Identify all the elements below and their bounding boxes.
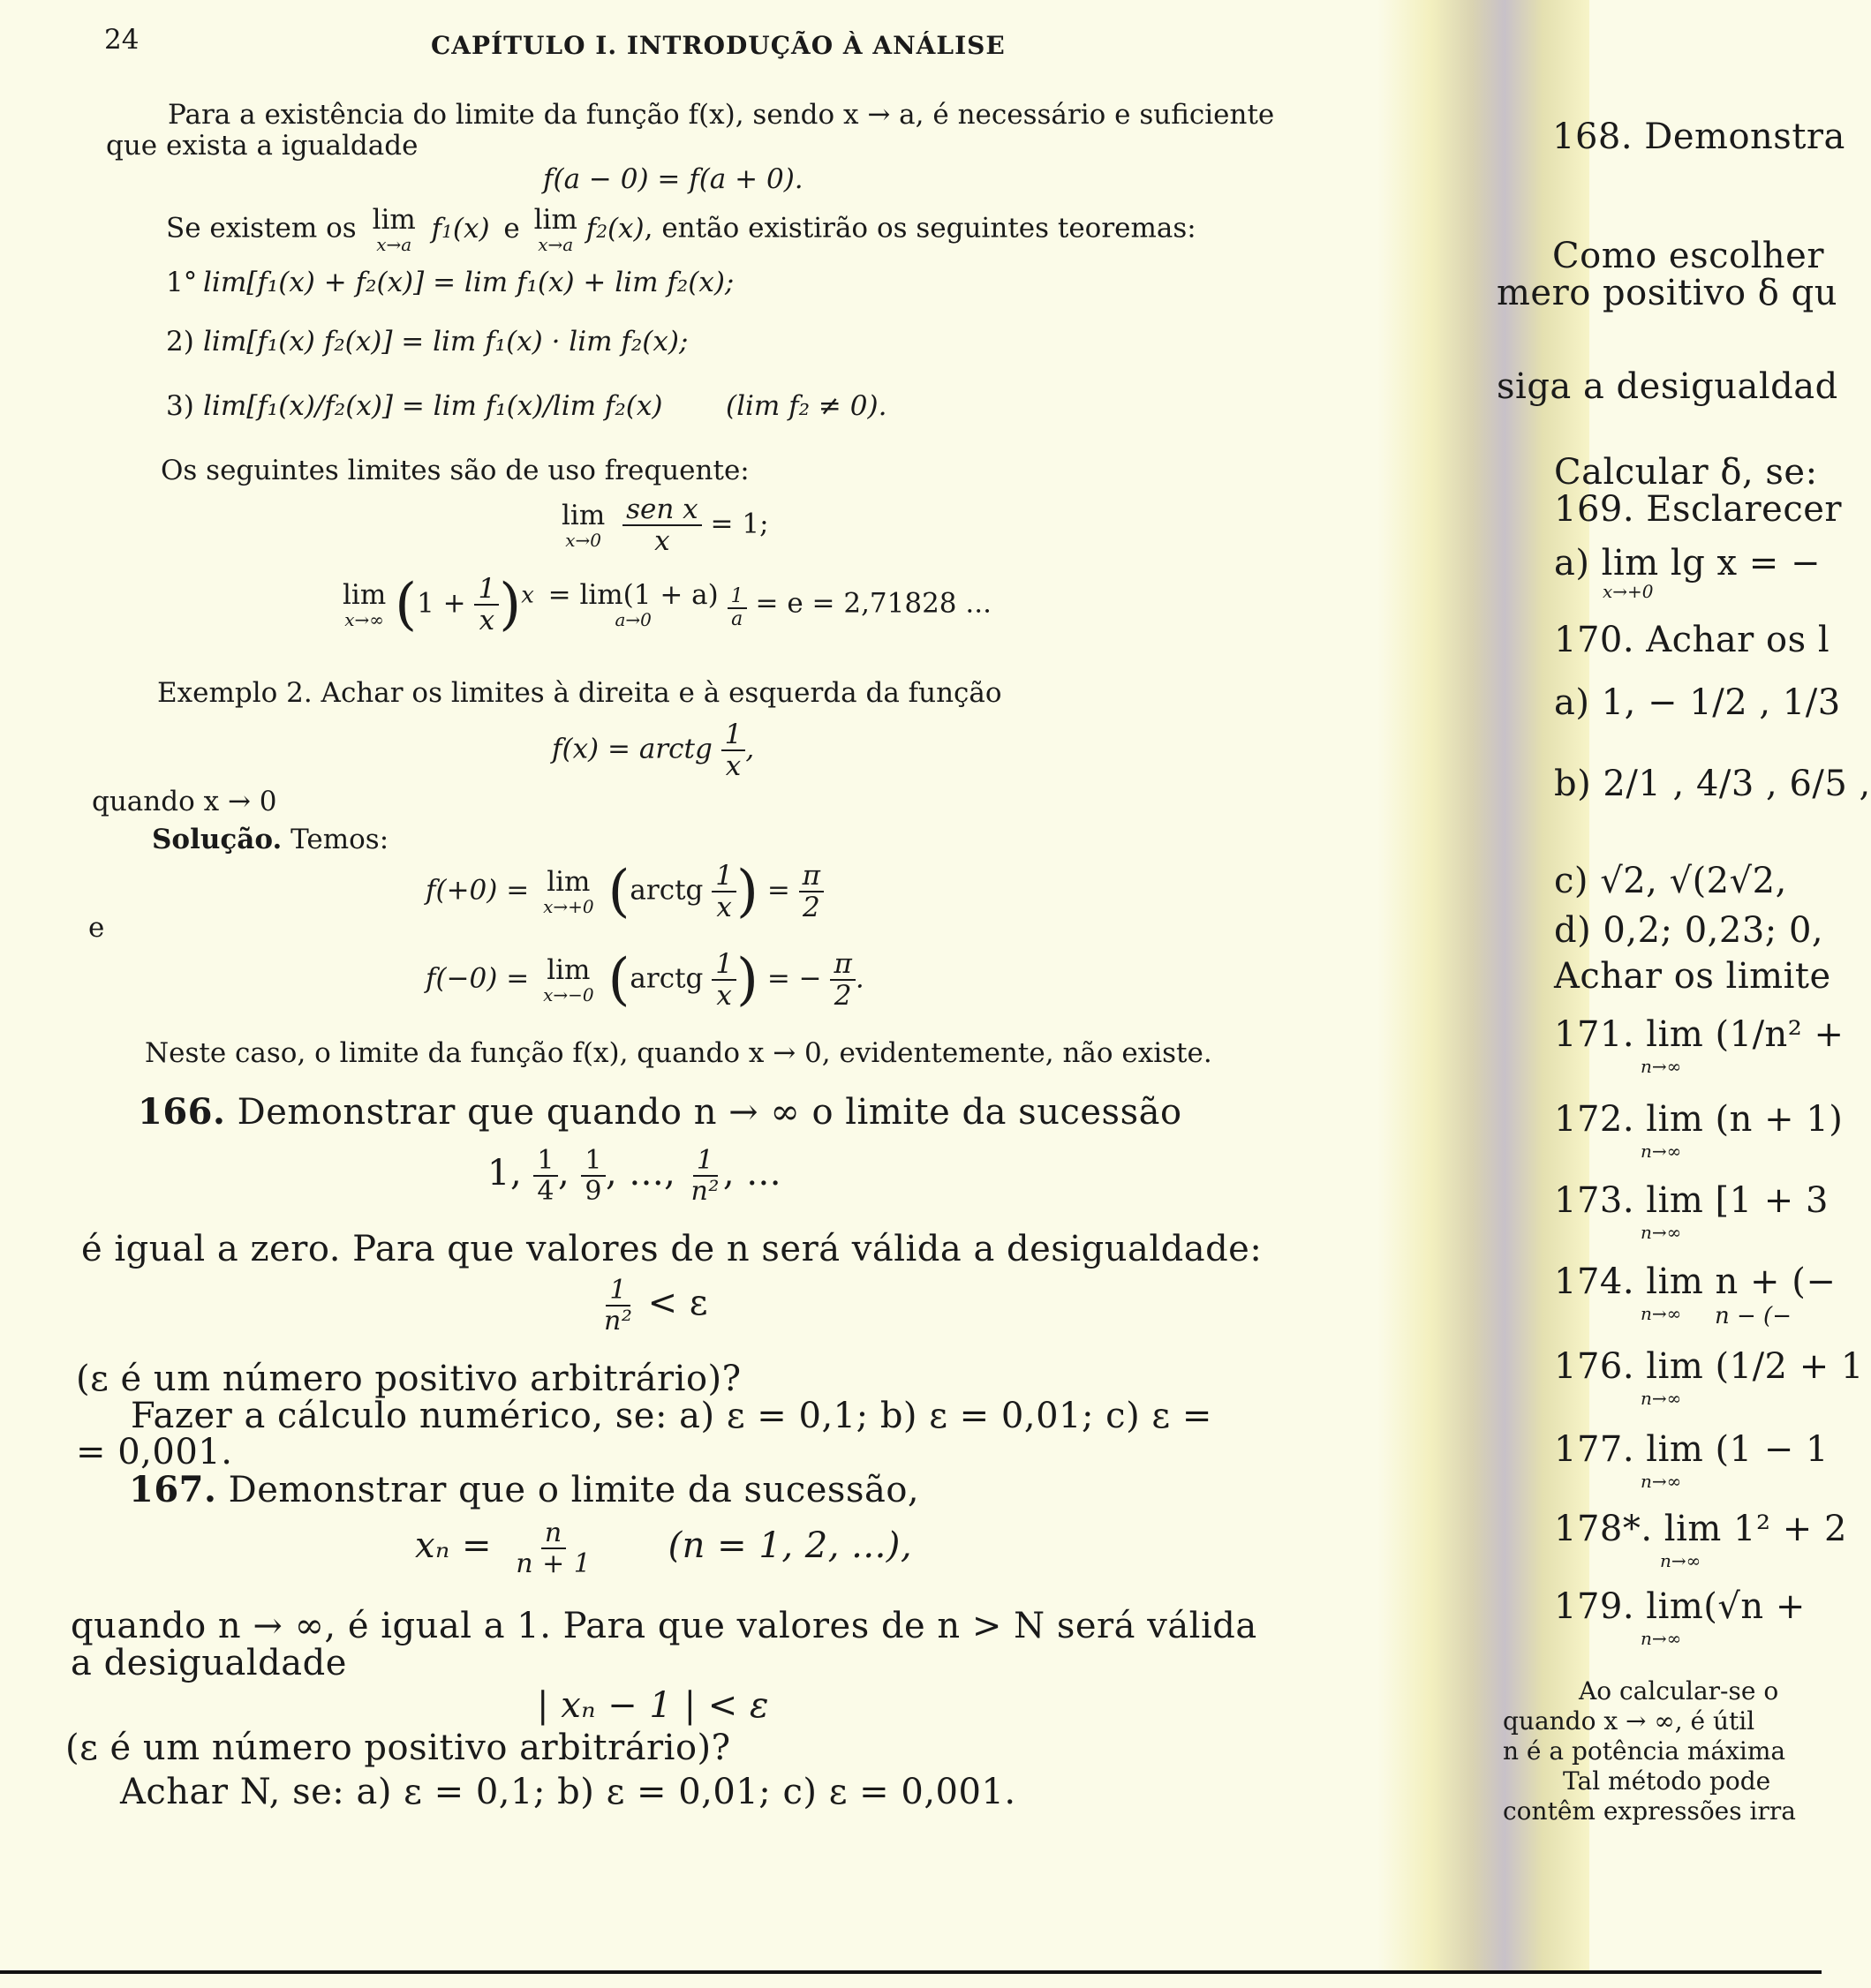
right-problem-173: 173. lim [1 + 3: [1554, 1180, 1829, 1221]
right-achar: Achar os limite: [1554, 956, 1831, 997]
problem-166-line-2: é igual a zero. Para que valores de n será válida a desigualdade:: [81, 1229, 1263, 1269]
problem-166-line-1: 166. Demonstrar que quando n → ∞ o limite da sucessão: [138, 1091, 1182, 1133]
right-limit: f(+0) = lim x→+0 (arctg $\frac{1}{x}$ ) = $\frac{\pi}{2}$: [426, 861, 824, 922]
theorem-3: lim[f₁(x)/f₂(x)] = lim f₁(x)/lim f₂(x): [203, 390, 663, 422]
problem-167-line-3: a desigualdade: [71, 1643, 347, 1683]
right-problem-177: 177. lim (1 − 1: [1554, 1429, 1829, 1470]
inequality-166: $\frac{1}{\text{n²}}$ < ε: [604, 1275, 709, 1337]
right-calcular: Calcular δ, se:: [1554, 452, 1818, 493]
bottom-border: [0, 1970, 1822, 1974]
right-note-1: Ao calcular-se o: [1579, 1676, 1779, 1706]
right-note-2: quando x → ∞, é útil: [1503, 1706, 1755, 1736]
example-2: Exemplo 2. Achar os limites à direita e à esquerda da função: [157, 677, 1002, 709]
sequence-166: 1, $\frac{1}{4}$ , $\frac{1}{9}$ , ..., $\frac{1}{\text{n²}}$ , ...: [487, 1145, 781, 1207]
right-problem-169: 169. Esclarecer: [1554, 489, 1843, 530]
problem-166-line-4: Fazer a cálculo numérico, se: a) ε = 0,1; b) ε = 0,01; c) ε =: [131, 1396, 1212, 1436]
arctg-function: f(x) = arctg $\frac{1}{x}$ ,: [552, 719, 755, 783]
sinx-limit: lim x→0 $\frac{\text{sen x}}{x}$ = 1;: [562, 493, 769, 558]
theorems-intro: Se existem os lim x→a f1(x) e lim x→a f2(x), então existirão os seguintes teoremas:: [166, 204, 1196, 256]
right-seq-d: d) 0,2; 0,23; 0,: [1554, 910, 1824, 951]
solution-line: Solução. Temos:: [152, 824, 389, 855]
right-171-sub: n→∞: [1641, 1056, 1682, 1077]
right-como: Como escolher: [1552, 236, 1824, 276]
running-head: CAPÍTULO I. INTRODUÇÃO À ANÁLISE: [431, 31, 1006, 60]
problem-167-line-4: (ε é um número positivo arbitrário)?: [65, 1728, 731, 1768]
right-note-3: n é a potência máxima: [1503, 1736, 1786, 1766]
right-problem-174: 174. lim n + (−: [1554, 1261, 1837, 1302]
right-seq-c: c) √2, √(2√2,: [1554, 861, 1787, 901]
right-seq-a: a) 1, − 1/2 , 1/3: [1554, 682, 1841, 723]
right-a-lg-sub: x→+0: [1603, 581, 1654, 602]
right-178-sub: n→∞: [1660, 1550, 1701, 1571]
equality-f-a: f(a − 0) = f(a + 0).: [543, 163, 803, 195]
right-seq-b: b) 2/1 , 4/3 , 6/5 ,: [1554, 764, 1871, 804]
theorem-3-label: 3): [166, 390, 194, 422]
theorem-1-label: 1°: [166, 267, 198, 298]
theorem-3-condition: (lim f₂ ≠ 0).: [726, 390, 887, 422]
conclusion-line: Neste caso, o limite da função f(x), quando x → 0, evidentemente, não existe.: [145, 1037, 1212, 1069]
right-a-lg: a) lim lg x = −: [1554, 543, 1822, 584]
right-note-5: contêm expressões irra: [1503, 1796, 1796, 1826]
right-siga: siga a desigualdad: [1497, 366, 1838, 407]
right-problem-172: 172. lim (n + 1): [1554, 1099, 1844, 1140]
theorem-2-label: 2): [166, 326, 194, 358]
right-174-sub: n→∞: [1641, 1303, 1682, 1324]
problem-167-line-2: quando n → ∞, é igual a 1. Para que valores de n > N será válida: [71, 1606, 1257, 1646]
intro-line-1: Para a existência do limite da função f(x), sendo x → a, é necessário e suficiente: [168, 99, 1275, 131]
right-problem-171: 171. lim (1/n² +: [1554, 1014, 1845, 1055]
quando-x-to-0: quando x → 0: [92, 786, 277, 817]
inequality-167: | xₙ − 1 | < ε: [537, 1685, 769, 1726]
page-number: 24: [104, 24, 140, 56]
right-172-sub: n→∞: [1641, 1141, 1682, 1162]
right-problem-176: 176. lim (1/2 + 1: [1554, 1346, 1864, 1387]
right-problem-179: 179. lim(√n +: [1554, 1586, 1806, 1627]
intro-line-2: que exista a igualdade: [106, 130, 419, 162]
theorem-1: lim[f₁(x) + f₂(x)] = lim f₁(x) + lim f₂(x);: [203, 267, 735, 298]
right-173-sub: n→∞: [1641, 1222, 1682, 1243]
problem-167-line-1: 167. Demonstrar que o limite da sucessão,: [129, 1469, 920, 1510]
right-179-sub: n→∞: [1641, 1628, 1682, 1649]
left-limit: f(−0) = lim x→−0 (arctg $\frac{1}{x}$ ) = − $\frac{\pi}{2}$ .: [426, 947, 864, 1013]
e-limit: lim x→∞ (1 + $\frac{1}{x}$ )$^x$ = lim(1 + a) a→0 $^{\frac{1}{a}}$ = e = 2,71828 ...: [343, 572, 992, 638]
right-problem-170: 170. Achar os l: [1554, 620, 1830, 660]
conjunction-e: e: [88, 912, 105, 944]
frequent-limits-intro: Os seguintes limites são de uso frequente:: [161, 455, 750, 486]
right-176-sub: n→∞: [1641, 1388, 1682, 1409]
problem-166-line-3: (ε é um número positivo arbitrário)?: [76, 1359, 742, 1399]
right-problem-178: 178*. lim 1² + 2: [1554, 1509, 1847, 1549]
right-problem-168: 168. Demonstra: [1552, 117, 1845, 157]
theorem-2: lim[f₁(x) f₂(x)] = lim f₁(x) · lim f₂(x);: [203, 326, 689, 358]
right-mero: mero positivo δ qu: [1497, 273, 1837, 313]
right-174-den: n − (−: [1715, 1303, 1792, 1329]
sequence-xn: xₙ = $\frac{n}{n + 1}$ (n = 1, 2, ...),: [415, 1517, 913, 1579]
right-177-sub: n→∞: [1641, 1471, 1682, 1492]
right-note-4: Tal método pode: [1563, 1766, 1771, 1796]
problem-166-line-5: = 0,001.: [76, 1432, 233, 1472]
problem-167-line-5: Achar N, se: a) ε = 0,1; b) ε = 0,01; c) ε = 0,001.: [120, 1772, 1016, 1812]
